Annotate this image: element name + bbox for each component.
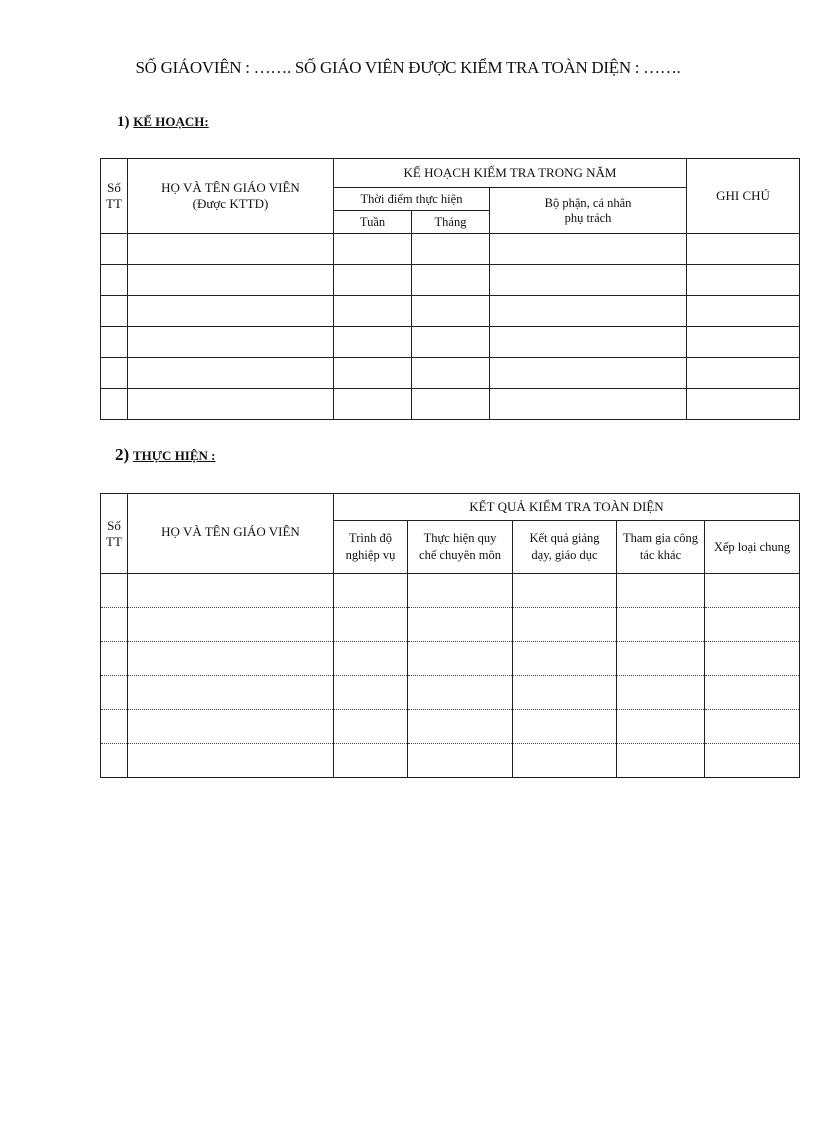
col-header-week: Tuần [334, 211, 412, 234]
section-heading-result [115, 445, 216, 465]
section-title: THỰC HIỆN : [132, 448, 216, 463]
sub-header-time: Thời điểm thực hiện [334, 188, 490, 211]
table-row [101, 358, 800, 389]
table-row [101, 265, 800, 296]
section-heading-plan [117, 114, 209, 131]
table-row [101, 642, 800, 676]
table-row [101, 327, 800, 358]
table-row [101, 676, 800, 710]
table-row [101, 608, 800, 642]
col-header-name [128, 159, 334, 234]
group-header-plan: KẾ HOẠCH KIỂM TRA TRONG NĂM [334, 159, 687, 188]
col-header-name-sub: (Được KTTD) [192, 196, 269, 211]
table-row [101, 296, 800, 327]
col-header-level: Trình độ nghiệp vụ [334, 521, 408, 574]
section-number: 2) [115, 445, 130, 464]
col-header-dept-label-2: phụ trách [564, 210, 612, 225]
section-number: 1) [117, 114, 130, 130]
col-header-dept [490, 188, 687, 234]
table-row [101, 234, 800, 265]
col-header-so-tt: Số TT [101, 494, 128, 574]
col-header-dept-label: Bộ phận, cá nhân [544, 195, 632, 210]
result-table [100, 493, 800, 778]
col-header-name: HỌ VÀ TÊN GIÁO VIÊN [128, 494, 334, 574]
table-row [101, 574, 800, 608]
plan-table [100, 158, 800, 420]
table-row [101, 744, 800, 778]
table-row [101, 389, 800, 420]
col-header-rules: Thực hiện quy chế chuyên môn [408, 521, 513, 574]
section-title: KẾ HOẠCH: [133, 114, 209, 129]
page-header: SỐ GIÁOVIÊN : ……. SỐ GIÁO VIÊN ĐƯỢC KIỂM TRA TOÀN DIỆN : ……. [135, 58, 681, 77]
table-row [101, 710, 800, 744]
col-header-other: Tham gia công tác khác [617, 521, 705, 574]
col-header-teaching: Kết quả giảng dạy, giáo dục [513, 521, 617, 574]
group-header-result: KẾT QUẢ KIỂM TRA TOÀN DIỆN [334, 494, 800, 521]
col-header-so-tt: Số TT [101, 159, 128, 234]
col-header-note: GHI CHÚ [687, 159, 800, 234]
col-header-name-label: HỌ VÀ TÊN GIÁO VIÊN [161, 180, 300, 195]
col-header-rank: Xếp loại chung [705, 521, 800, 574]
col-header-month: Tháng [412, 211, 490, 234]
